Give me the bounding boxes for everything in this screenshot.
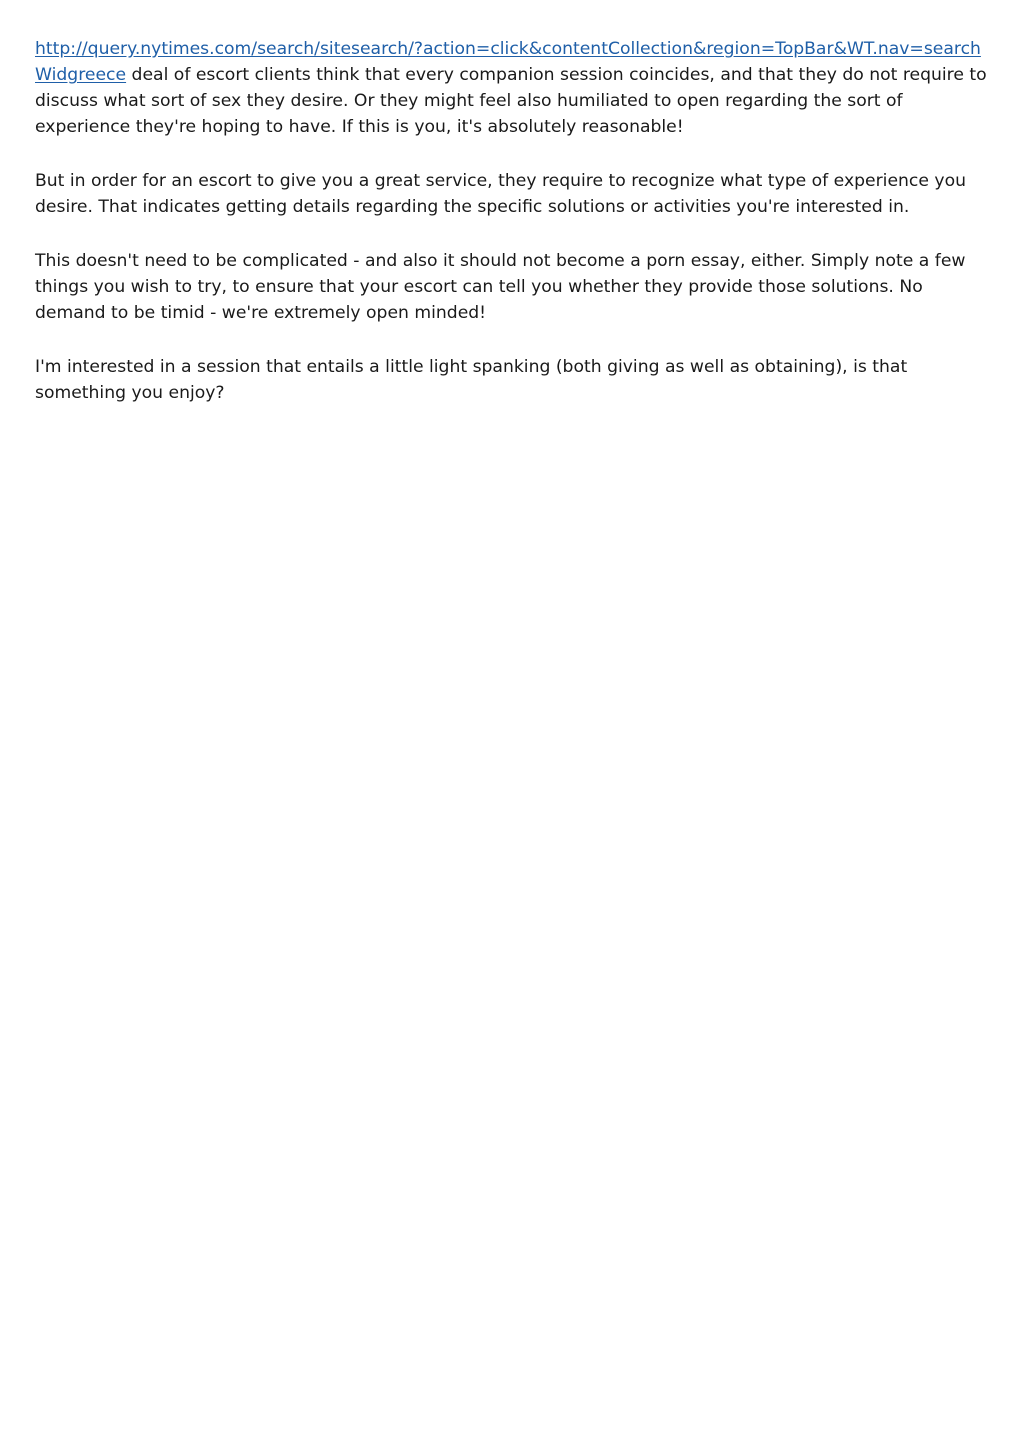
paragraph-2: But in order for an escort to give you a great service, they require to recognize what type of experience you desire. That indicates getting details regarding the specific solutions or activities you're interested in. [35,171,966,217]
paragraph-1-text: deal of escort clients think that every companion session coincides, and that they do not require to discuss what sort of sex they desire. Or they might feel also humiliated to open regarding the sort of experience they're hoping to have. If this is you, it's absolutely reasonable! [35,65,987,137]
paragraph-4: I'm interested in a session that entails a little light spanking (both giving as well as obtaining), is that something you enjoy? [35,357,908,403]
paragraph-3: This doesn't need to be complicated - and also it should not become a porn essay, either. Simply note a few things you wish to try, to ensure that your escort can tell you whether they provide those solutions. No demand to be timid - we're extremely open minded! [35,251,966,323]
paragraph-1 [35,36,993,140]
document-body [35,36,993,434]
nytimes-search-link[interactable]: http://query.nytimes.com/search/sitesearch/?action=click&contentCollection&region=TopBar&WT.nav=searchWidgreece [35,39,981,85]
